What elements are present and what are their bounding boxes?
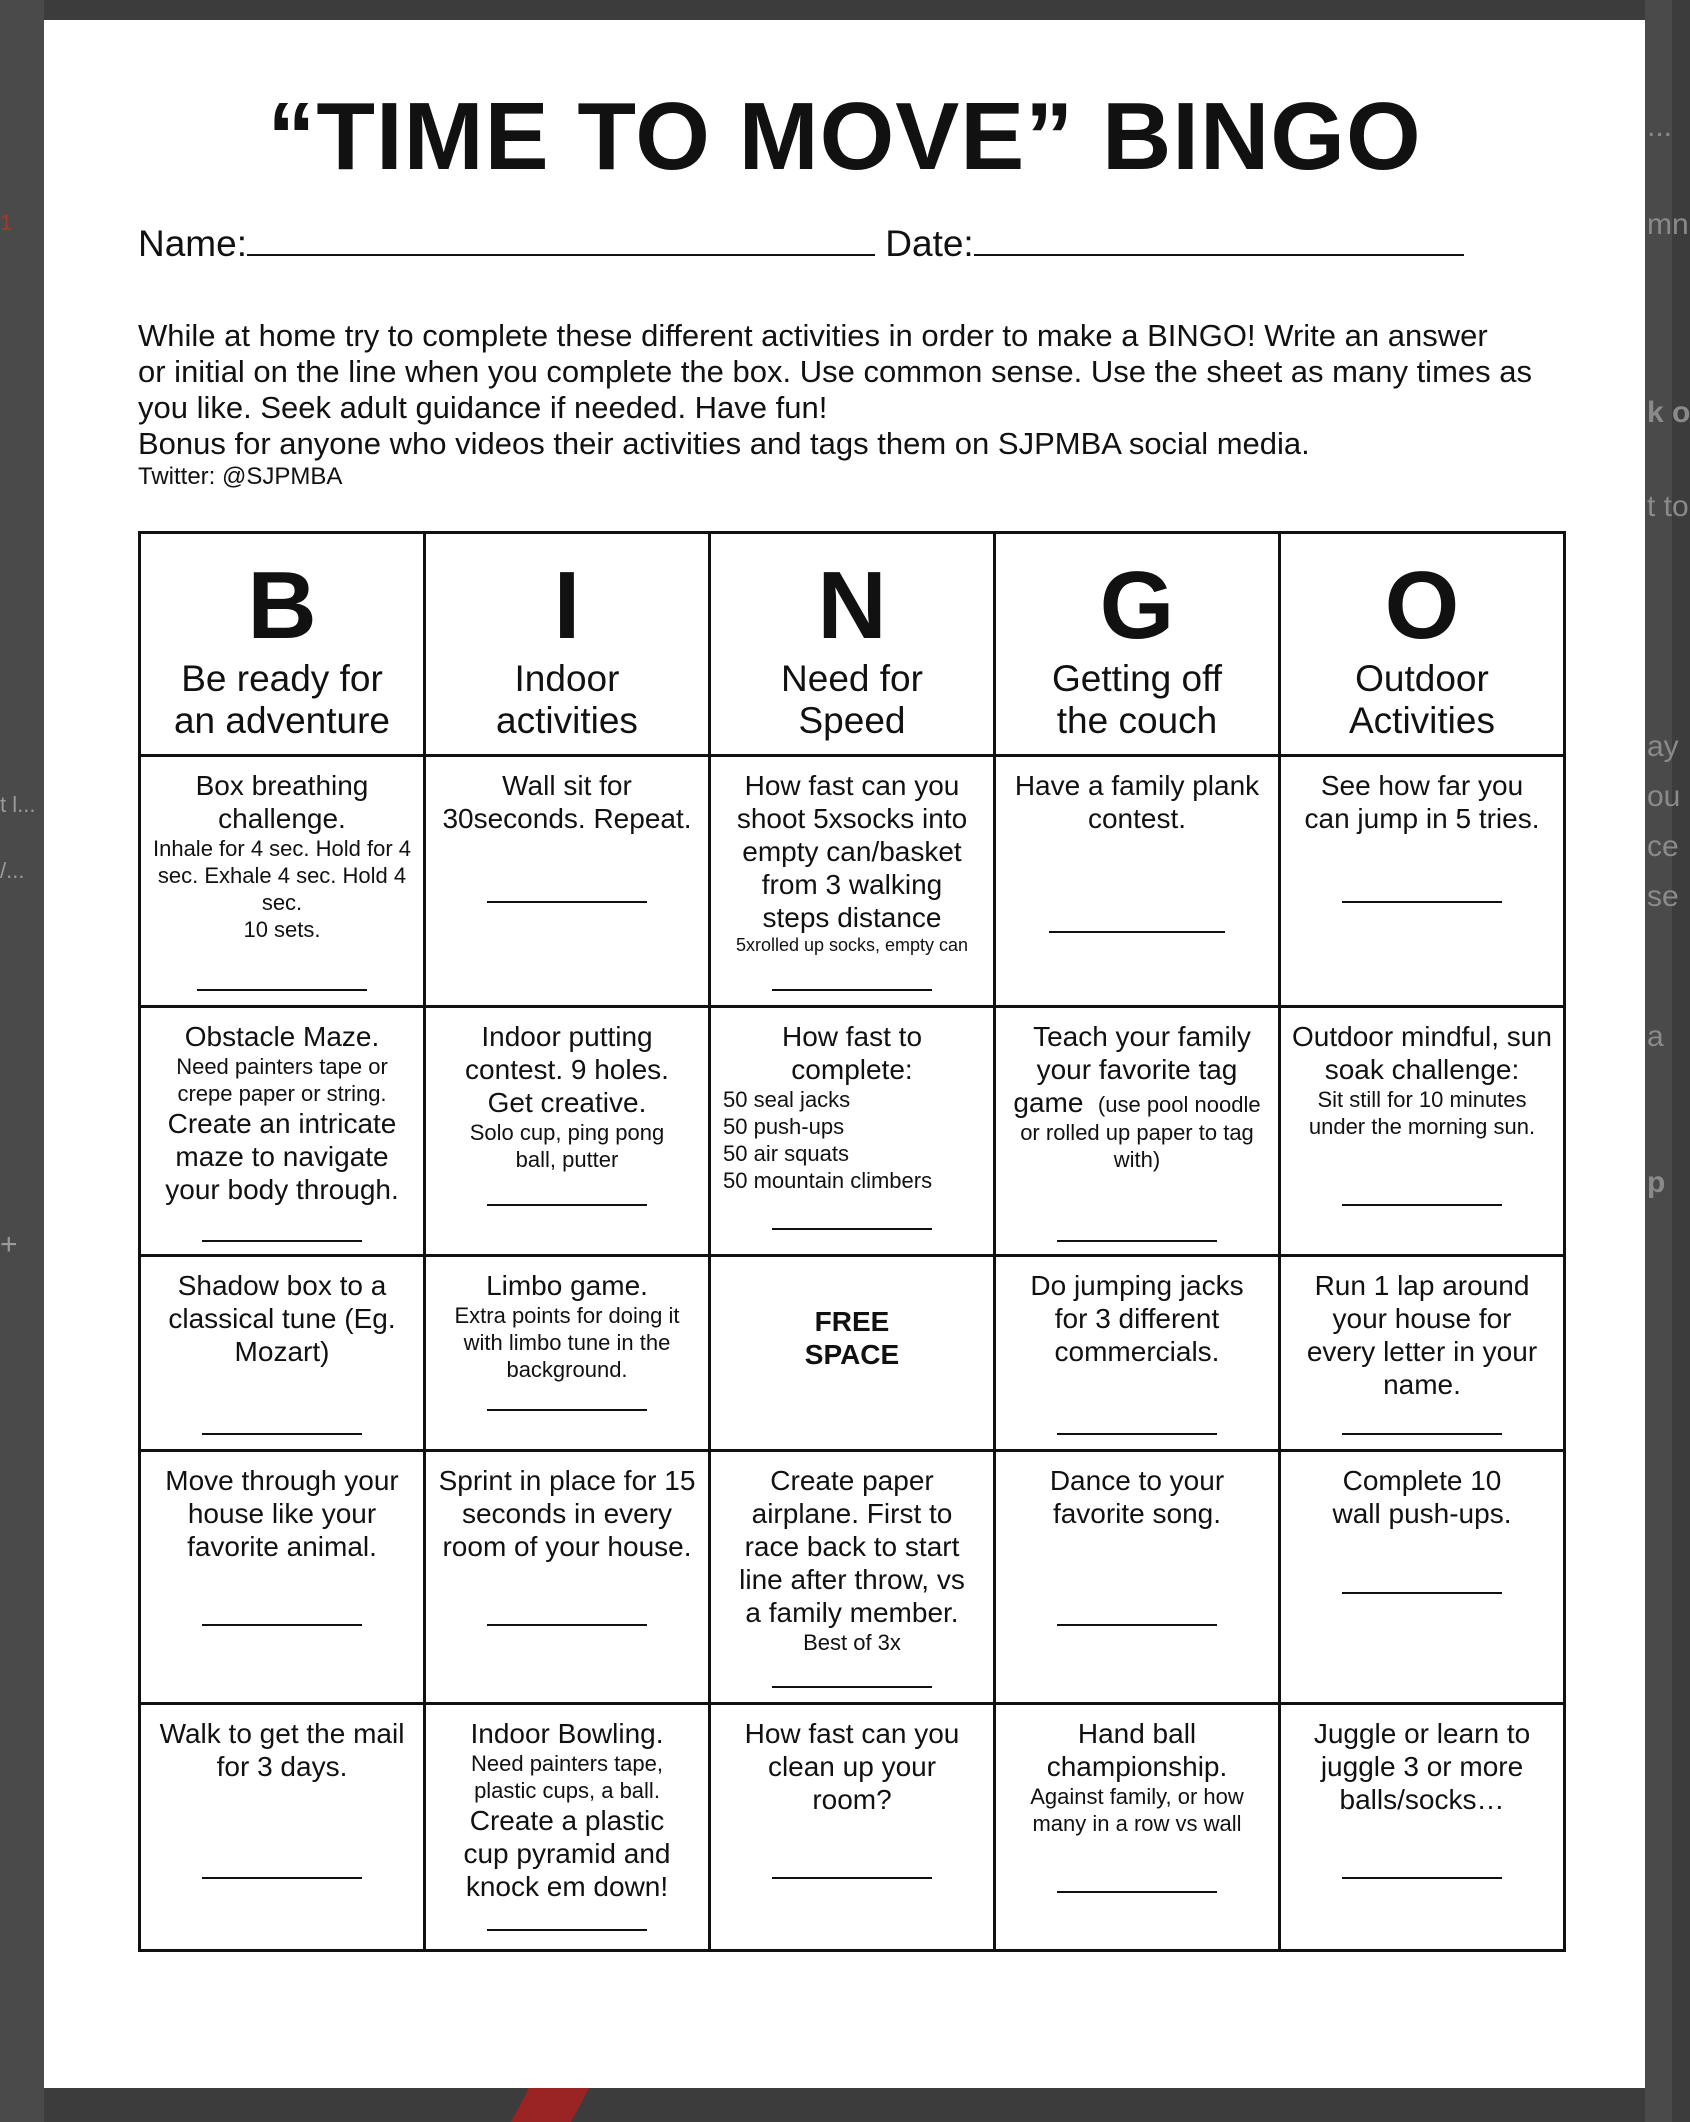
twitter-handle: Twitter: @SJPMBA [138,463,343,490]
cell-text: Have a family plank contest. [1014,770,1260,834]
bingo-cell [1280,756,1565,1007]
answer-line[interactable] [202,1240,362,1242]
bg-fragment: /... [0,858,25,883]
header-letter: B [247,552,317,659]
bg-fragment: ... [1647,110,1673,143]
cell-subtext: Against family, or how many in a row vs wall [1030,1784,1244,1836]
background-right-window [1645,0,1690,2122]
answer-line[interactable] [202,1624,362,1626]
cell-subtext: Need painters tape or crepe paper or string. [176,1054,388,1106]
bg-fragment: ay [1647,730,1679,763]
cell-text: Hand ball championship. [1046,1718,1228,1782]
header-subtitle: Be ready for an adventure [173,658,390,741]
header-cell-b [140,533,425,756]
bingo-cell [425,1451,710,1704]
cell-subtext: Extra points for doing it with limbo tune in the background. [454,1303,680,1382]
bingo-cell [425,1007,710,1256]
header-cell-i [425,533,710,756]
exercise-list [719,1086,985,1194]
cell-text: Move through your house like your favorite animal. [165,1465,399,1562]
answer-line[interactable] [202,1433,362,1435]
bingo-cell [140,1451,425,1704]
answer-line[interactable] [1342,901,1502,903]
cell-text: How fast can you shoot 5xsocks into empty can/basket from 3 walking steps distance [736,770,968,933]
cell-text: Create a plastic cup pyramid and knock em down! [463,1805,671,1902]
answer-line[interactable] [1342,1204,1502,1206]
free-space-cell [710,1256,995,1451]
answer-line[interactable] [1342,1433,1502,1435]
answer-line[interactable] [1057,1891,1217,1893]
bg-fragment: t to [1647,490,1689,523]
bingo-cell [140,1704,425,1951]
list-item: 50 mountain climbers [723,1168,933,1193]
cell-text: Shadow box to a classical tune (Eg. Mozart) [168,1270,396,1367]
date-label: Date: [885,223,974,264]
instruction-line: or initial on the line when you complete the box. Use common sense. Use the sheet as many times as [138,354,1532,389]
header-subtitle: Getting off the couch [1051,658,1223,741]
cell-text: Create paper airplane. First to race back to start line after throw, vs a family member. [739,1465,965,1628]
list-item: 50 seal jacks [723,1087,851,1112]
list-item: 50 air squats [723,1141,849,1166]
cell-text: Do jumping jacks for 3 different commercials. [1030,1270,1244,1367]
date-field[interactable] [974,220,1464,256]
header-cell-o [1280,533,1565,756]
cell-subtext: Sit still for 10 minutes under the morning sun. [1308,1087,1536,1139]
cell-subtext: 10 sets. [243,917,321,942]
cell-text: Box breathing challenge. [195,770,369,834]
list-item: 50 push-ups [723,1114,845,1139]
instruction-line: Bonus for anyone who videos their activities and tags them on SJPMBA social media. [138,426,1310,461]
bingo-cell [1280,1704,1565,1951]
answer-line[interactable] [1342,1592,1502,1594]
bingo-row [140,756,1565,1007]
bingo-cell [140,756,425,1007]
bg-fragment: ou [1647,780,1681,813]
header-letter: N [817,552,887,659]
answer-line[interactable] [487,1409,647,1411]
bingo-cell [710,1451,995,1704]
answer-line[interactable] [772,1686,932,1688]
bingo-cell [425,1704,710,1951]
cell-text: Create an intricate maze to navigate your body through. [165,1108,399,1205]
bg-fragment: t l... [0,792,36,817]
cell-subtext: Need painters tape, plastic cups, a ball. [470,1751,664,1803]
cell-subtext: (use pool noodle or rolled up paper to tag with) [1020,1092,1261,1172]
answer-line[interactable] [1342,1877,1502,1879]
instruction-line: While at home try to complete these different activities in order to make a BINGO! Write an answer [138,318,1488,353]
bg-plus-icon[interactable]: + [0,1228,18,1261]
cell-text: Juggle or learn to juggle 3 or more balls/socks… [1313,1718,1531,1815]
name-date-line [138,220,1464,265]
header-cell-g [995,533,1280,756]
cell-subtext: Inhale for 4 sec. Hold for 4 sec. Exhale 4 sec. Hold 4 sec. [152,836,412,915]
cell-text: Wall sit for 30seconds. Repeat. [442,770,692,834]
bingo-cell [995,1256,1280,1451]
bg-fragment: k o [1647,396,1690,429]
bingo-cell [710,1704,995,1951]
header-subtitle: Outdoor Activities [1349,658,1495,741]
bingo-cell [1280,1007,1565,1256]
bg-fragment: 1 [0,210,13,235]
bingo-row [140,1256,1565,1451]
bg-fragment: a [1647,1020,1664,1053]
answer-line[interactable] [772,1228,932,1230]
cell-text: Obstacle Maze. [184,1021,380,1052]
answer-line[interactable] [197,989,367,991]
cell-subtext: Solo cup, ping pong ball, putter [469,1120,665,1172]
cell-text: Dance to your favorite song. [1049,1465,1225,1529]
answer-line[interactable] [1057,1240,1217,1242]
answer-line[interactable] [1049,931,1225,933]
bingo-cell [425,1256,710,1451]
cell-text: Outdoor mindful, sun soak challenge: [1292,1021,1552,1085]
bingo-cell [140,1007,425,1256]
cell-text: How fast to complete: [781,1021,923,1085]
bingo-cell [710,1007,995,1256]
bingo-cell [710,756,995,1007]
cell-text: See how far you can jump in 5 tries. [1304,770,1540,834]
bingo-row [140,1451,1565,1704]
bingo-cell [425,756,710,1007]
name-label: Name: [138,223,247,264]
bg-fragment: p [1647,1166,1666,1199]
bingo-row [140,1704,1565,1951]
cell-text: Sprint in place for 15 seconds in every room of your house. [438,1465,696,1562]
background-left-window [0,0,44,2122]
bg-fragment: mn [1647,208,1689,241]
bingo-cell [995,1451,1280,1704]
header-letter: O [1384,552,1460,659]
bingo-cell [995,756,1280,1007]
bingo-row [140,1007,1565,1256]
answer-line[interactable] [487,1624,647,1626]
header-subtitle: Need for Speed [781,658,923,741]
cell-text: How fast can you clean up your room? [744,1718,960,1815]
cell-subtext: Best of 3x [803,1630,901,1655]
bingo-cell [140,1256,425,1451]
header-letter: G [1099,552,1175,659]
cell-text: Walk to get the mail for 3 days. [159,1718,405,1782]
bingo-page [44,20,1645,2088]
answer-line[interactable] [1057,1624,1217,1626]
page-title: “TIME TO MOVE” BINGO [267,83,1422,190]
cell-text: Run 1 lap around your house for every letter in your name. [1306,1270,1538,1400]
cell-text: Limbo game. [486,1270,648,1301]
header-subtitle: Indoor activities [496,658,638,741]
header-row [140,533,1565,756]
answer-line[interactable] [772,989,932,991]
bg-fragment: ce [1647,830,1679,863]
answer-line[interactable] [487,1929,647,1931]
bingo-cell [995,1007,1280,1256]
bingo-cell [995,1704,1280,1951]
answer-line[interactable] [772,1877,932,1879]
cell-text: Indoor putting contest. 9 holes. Get creative. [465,1021,669,1118]
bg-fragment: se [1647,880,1679,913]
answer-line[interactable] [202,1877,362,1879]
free-space-label: FREE SPACE [804,1306,900,1370]
bingo-cell [1280,1451,1565,1704]
answer-line[interactable] [1057,1433,1217,1435]
bingo-grid [138,531,1566,1952]
cell-text: Teach your family your favorite tag game [1013,1021,1251,1118]
header-letter: I [553,552,581,659]
answer-line[interactable] [487,901,647,903]
name-field[interactable] [247,220,875,256]
cell-text: Indoor Bowling. [470,1718,664,1749]
answer-line[interactable] [487,1204,647,1206]
instructions [138,318,1598,492]
header-cell-n [710,533,995,756]
background-red-mark [511,2088,589,2122]
cell-text: Complete 10 wall push-ups. [1332,1465,1512,1529]
instruction-line: you like. Seek adult guidance if needed. Have fun! [138,390,828,425]
cell-subtext: 5xrolled up socks, empty can [735,935,969,955]
bingo-cell [1280,1256,1565,1451]
